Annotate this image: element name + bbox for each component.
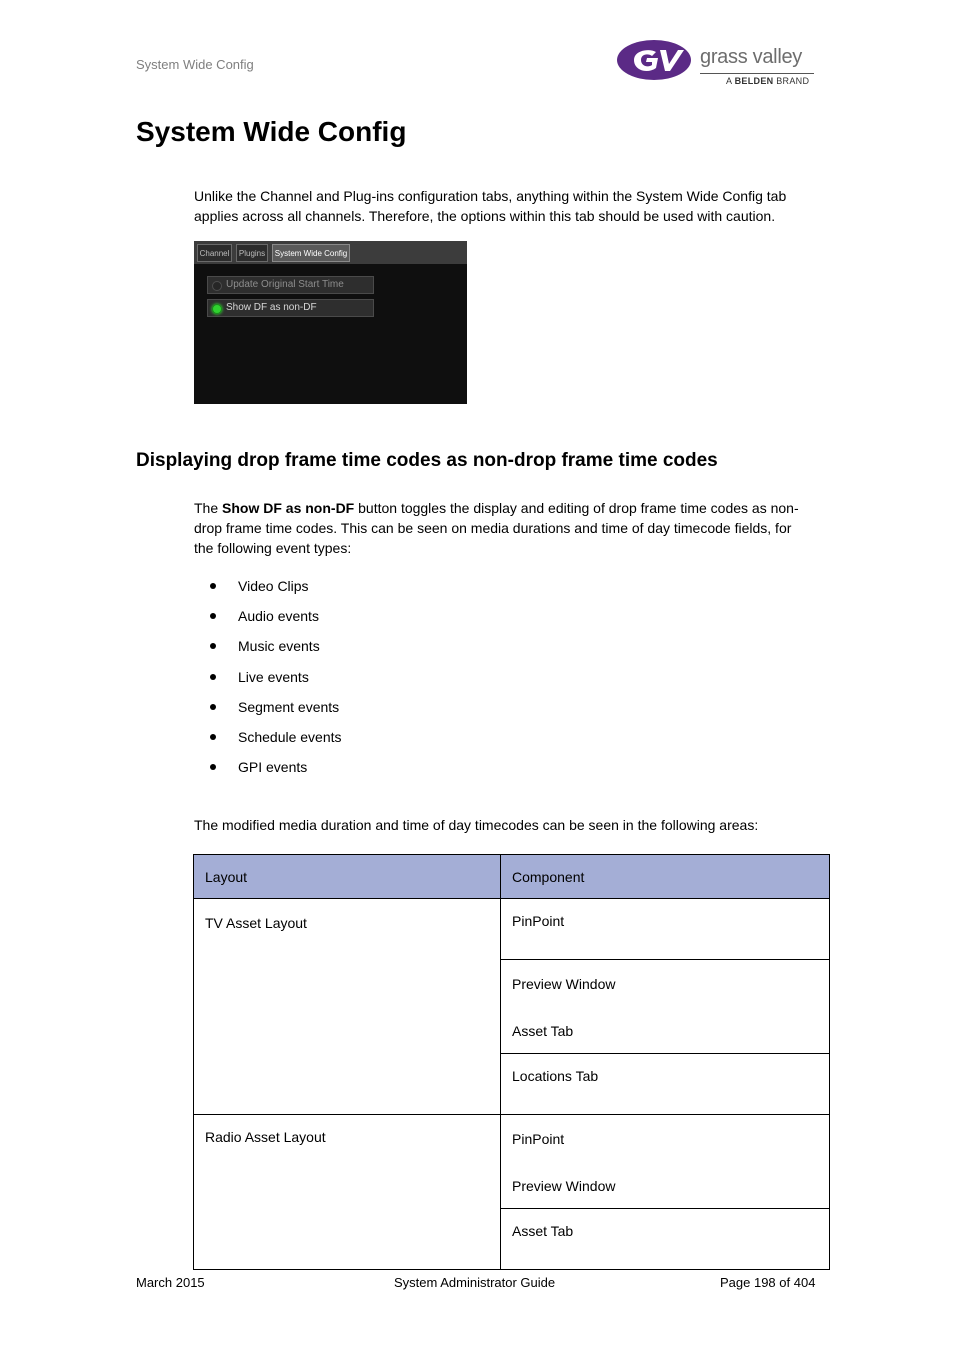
tab-channel[interactable]: Channel xyxy=(197,244,232,262)
table-row xyxy=(194,1115,830,1209)
list-item: GPI events xyxy=(194,757,342,787)
event-types-list xyxy=(194,576,342,787)
header-layout: Layout xyxy=(194,855,501,899)
footer-date: March 2015 xyxy=(136,1275,205,1290)
list-item: Audio events xyxy=(194,606,342,636)
grass-valley-logo xyxy=(616,38,816,90)
list-item: Live events xyxy=(194,667,342,697)
list-item: Segment events xyxy=(194,697,342,727)
areas-intro: The modified media duration and time of day timecodes can be seen in the following areas: xyxy=(194,817,759,833)
list-item: Schedule events xyxy=(194,727,342,757)
update-original-start-time-button[interactable]: Update Original Start Time xyxy=(207,276,374,294)
led-on-icon xyxy=(212,304,222,314)
intro-paragraph: Unlike the Channel and Plug-ins configuration tabs, anything within the System Wide Config tab applies across all channels. Therefore, the options within this tab should be used with caution. xyxy=(194,188,787,224)
section-paragraph: The Show DF as non-DF button toggles the display and editing of drop frame time codes as non-drop frame time codes. This can be seen on media durations and time of day timecode fields, for the following event types: xyxy=(194,500,799,556)
footer-doc-title: System Administrator Guide xyxy=(394,1275,556,1290)
footer-page-number: Page 198 of 404 xyxy=(720,1275,816,1290)
logo-tagline: A BELDEN BRAND xyxy=(726,76,810,86)
table-row xyxy=(194,899,830,960)
tab-system-wide-config[interactable]: System Wide Config xyxy=(272,244,350,262)
led-off-icon xyxy=(212,281,222,291)
list-item: Music events xyxy=(194,636,342,666)
system-wide-config-screenshot xyxy=(194,241,467,404)
running-header: System Wide Config xyxy=(136,57,254,72)
layout-cell: Radio Asset Layout xyxy=(194,1115,501,1270)
page-title: System Wide Config xyxy=(136,116,407,147)
list-item: Video Clips xyxy=(194,576,342,606)
logo-mark-icon xyxy=(616,38,694,82)
logo-divider xyxy=(700,73,814,74)
component-cell: Asset Tab xyxy=(501,1209,830,1270)
header-component: Component xyxy=(501,855,830,899)
areas-table xyxy=(193,854,830,1270)
tab-plugins[interactable]: Plugins xyxy=(236,244,268,262)
table-header-row xyxy=(194,855,830,899)
logo-wordmark: grass valley xyxy=(700,46,802,68)
component-cell: Locations Tab xyxy=(501,1054,830,1115)
section-heading: Displaying drop frame time codes as non-drop frame time codes xyxy=(136,450,718,471)
component-cell: PinPoint xyxy=(501,899,830,960)
layout-cell: TV Asset Layout xyxy=(194,899,501,1115)
show-df-as-non-df-button[interactable]: Show DF as non-DF xyxy=(207,299,374,317)
screenshot-tab-bar xyxy=(194,241,467,264)
component-cell: PinPoint Preview Window xyxy=(501,1115,830,1209)
component-cell: Preview Window Asset Tab xyxy=(501,960,830,1054)
